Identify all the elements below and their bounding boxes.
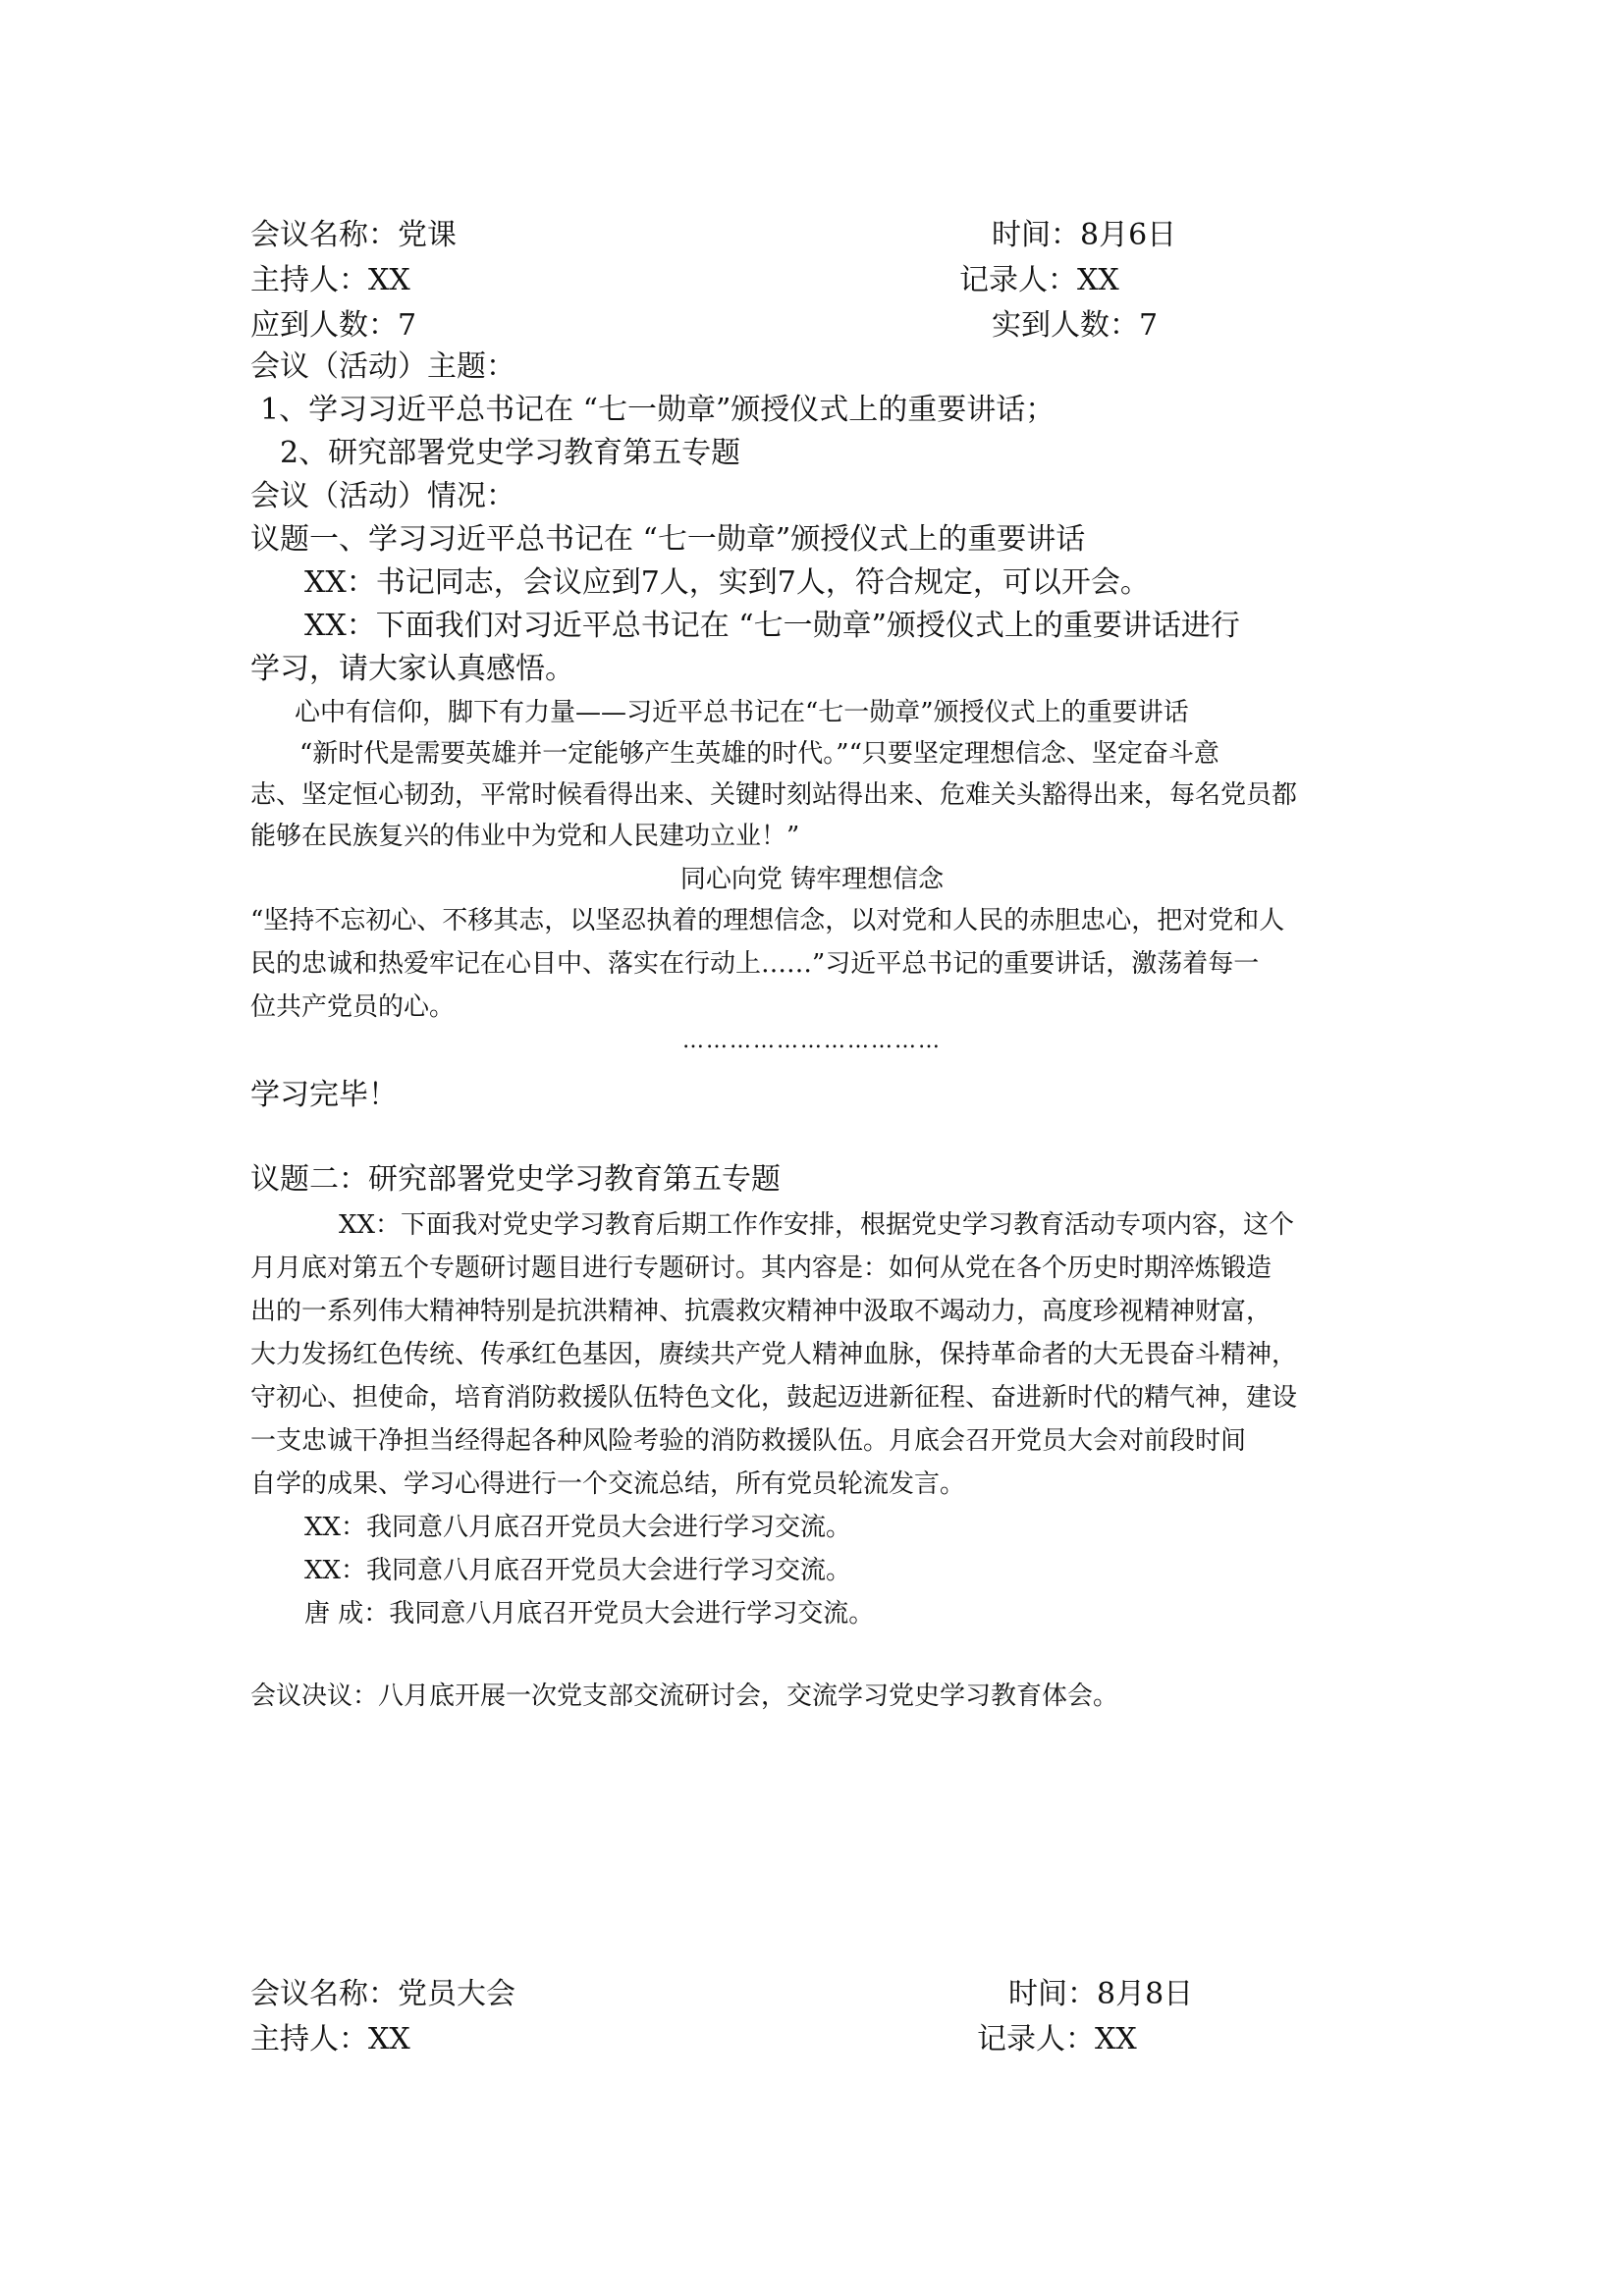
- article-subtitle: 同心向党 铸牢理想信念: [679, 865, 945, 894]
- topic2-title: 议题二：研究部署党史学习教育第五专题: [250, 1162, 781, 1197]
- meeting2-host: 主持人：XX: [250, 2022, 410, 2056]
- meeting-resolution: 会议决议：八月底开展一次党支部交流研讨会，交流学习党史学习教育体会。: [250, 1682, 1119, 1711]
- article-paragraph-2b: 民的忠诚和热爱牢记在心目中、落实在行动上……”习近平总书记的重要讲话，激荡着每一: [250, 949, 1260, 979]
- article-paragraph-2a: “坚持不忘初心、不移其志，以坚忍执着的理想信念，以对党和人民的赤胆忠心，把对党和人: [250, 906, 1285, 935]
- meeting-name: 会议名称：党课: [250, 218, 457, 252]
- study-complete: 学习完毕！: [250, 1078, 398, 1112]
- meeting-recorder: 记录人：XX: [959, 263, 1119, 297]
- topic1-paragraph-2b: 学习，请大家认真感悟。: [250, 652, 574, 686]
- actual-attendees: 实到人数：7: [992, 308, 1159, 343]
- article-paragraph-1a: “新时代是需要英雄并一定能够产生英雄的时代。”“只要坚定理想信念、坚定奋斗意: [299, 739, 1219, 769]
- theme-label: 会议（活动）主题：: [250, 349, 515, 384]
- topic1-paragraph-1: XX：书记同志，会议应到7人，实到7人，符合规定，可以开会。: [304, 565, 1150, 600]
- meeting2-name: 会议名称：党员大会: [250, 1977, 515, 2011]
- topic2-paragraph-line-3: 出的一系列伟大精神特别是抗洪精神、抗震救灾精神中汲取不竭动力，高度珍视精神财富，: [250, 1297, 1272, 1326]
- article-title: 心中有信仰，脚下有力量——习近平总书记在“七一勋章”颁授仪式上的重要讲话: [295, 698, 1189, 727]
- meeting2-time: 时间：8月8日: [1008, 1977, 1194, 2011]
- theme-item-1: 1、学习习近平总书记在 “七一勋章”颁授仪式上的重要讲话；: [260, 393, 1056, 427]
- topic2-paragraph-line-5: 守初心、担使命，培育消防救援队伍特色文化，鼓起迈进新征程、奋进新时代的精气神，建设: [250, 1383, 1298, 1413]
- topic2-paragraph-line-7: 自学的成果、学习心得进行一个交流总结，所有党员轮流发言。: [250, 1469, 966, 1499]
- article-paragraph-2c: 位共产党员的心。: [250, 992, 456, 1022]
- meeting2-recorder: 记录人：XX: [977, 2022, 1137, 2056]
- expected-attendees: 应到人数：7: [250, 308, 417, 343]
- topic2-paragraph-line-6: 一支忠诚干净担当经得起各种风险考验的消防救援队伍。月底会召开党员大会对前段时间: [250, 1426, 1247, 1456]
- ellipsis-divider: ……………………………: [682, 1029, 942, 1053]
- topic1-paragraph-2a: XX：下面我们对习近平总书记在 “七一勋章”颁授仪式上的重要讲话进行: [304, 609, 1240, 643]
- reply-1: XX：我同意八月底召开党员大会进行学习交流。: [304, 1513, 852, 1542]
- meeting-time: 时间：8月6日: [992, 218, 1177, 252]
- topic1-title: 议题一、学习习近平总书记在 “七一勋章”颁授仪式上的重要讲话: [250, 522, 1086, 557]
- article-paragraph-1b: 志、坚定恒心韧劲，平常时候看得出来、关键时刻站得出来、危难关头豁得出来，每名党员都: [250, 780, 1298, 810]
- topic2-paragraph-line-4: 大力发扬红色传统、传承红色基因，赓续共产党人精神血脉，保持革命者的大无畏奋斗精神，: [250, 1340, 1298, 1369]
- topic2-paragraph-line-1: XX：下面我对党史学习教育后期工作作安排，根据党史学习教育活动专项内容，这个: [339, 1210, 1295, 1240]
- article-paragraph-1c: 能够在民族复兴的伟业中为党和人民建功立业！”: [250, 822, 800, 851]
- meeting-host: 主持人：XX: [250, 263, 410, 297]
- situation-label: 会议（活动）情况：: [250, 479, 515, 513]
- reply-3: 唐 成：我同意八月底召开党员大会进行学习交流。: [304, 1599, 875, 1629]
- reply-2: XX：我同意八月底召开党员大会进行学习交流。: [304, 1556, 852, 1585]
- theme-item-2: 2、研究部署党史学习教育第五专题: [280, 436, 741, 470]
- topic2-paragraph-line-2: 月月底对第五个专题研讨题目进行专题研讨。其内容是：如何从党在各个历史时期淬炼锻造: [250, 1254, 1272, 1283]
